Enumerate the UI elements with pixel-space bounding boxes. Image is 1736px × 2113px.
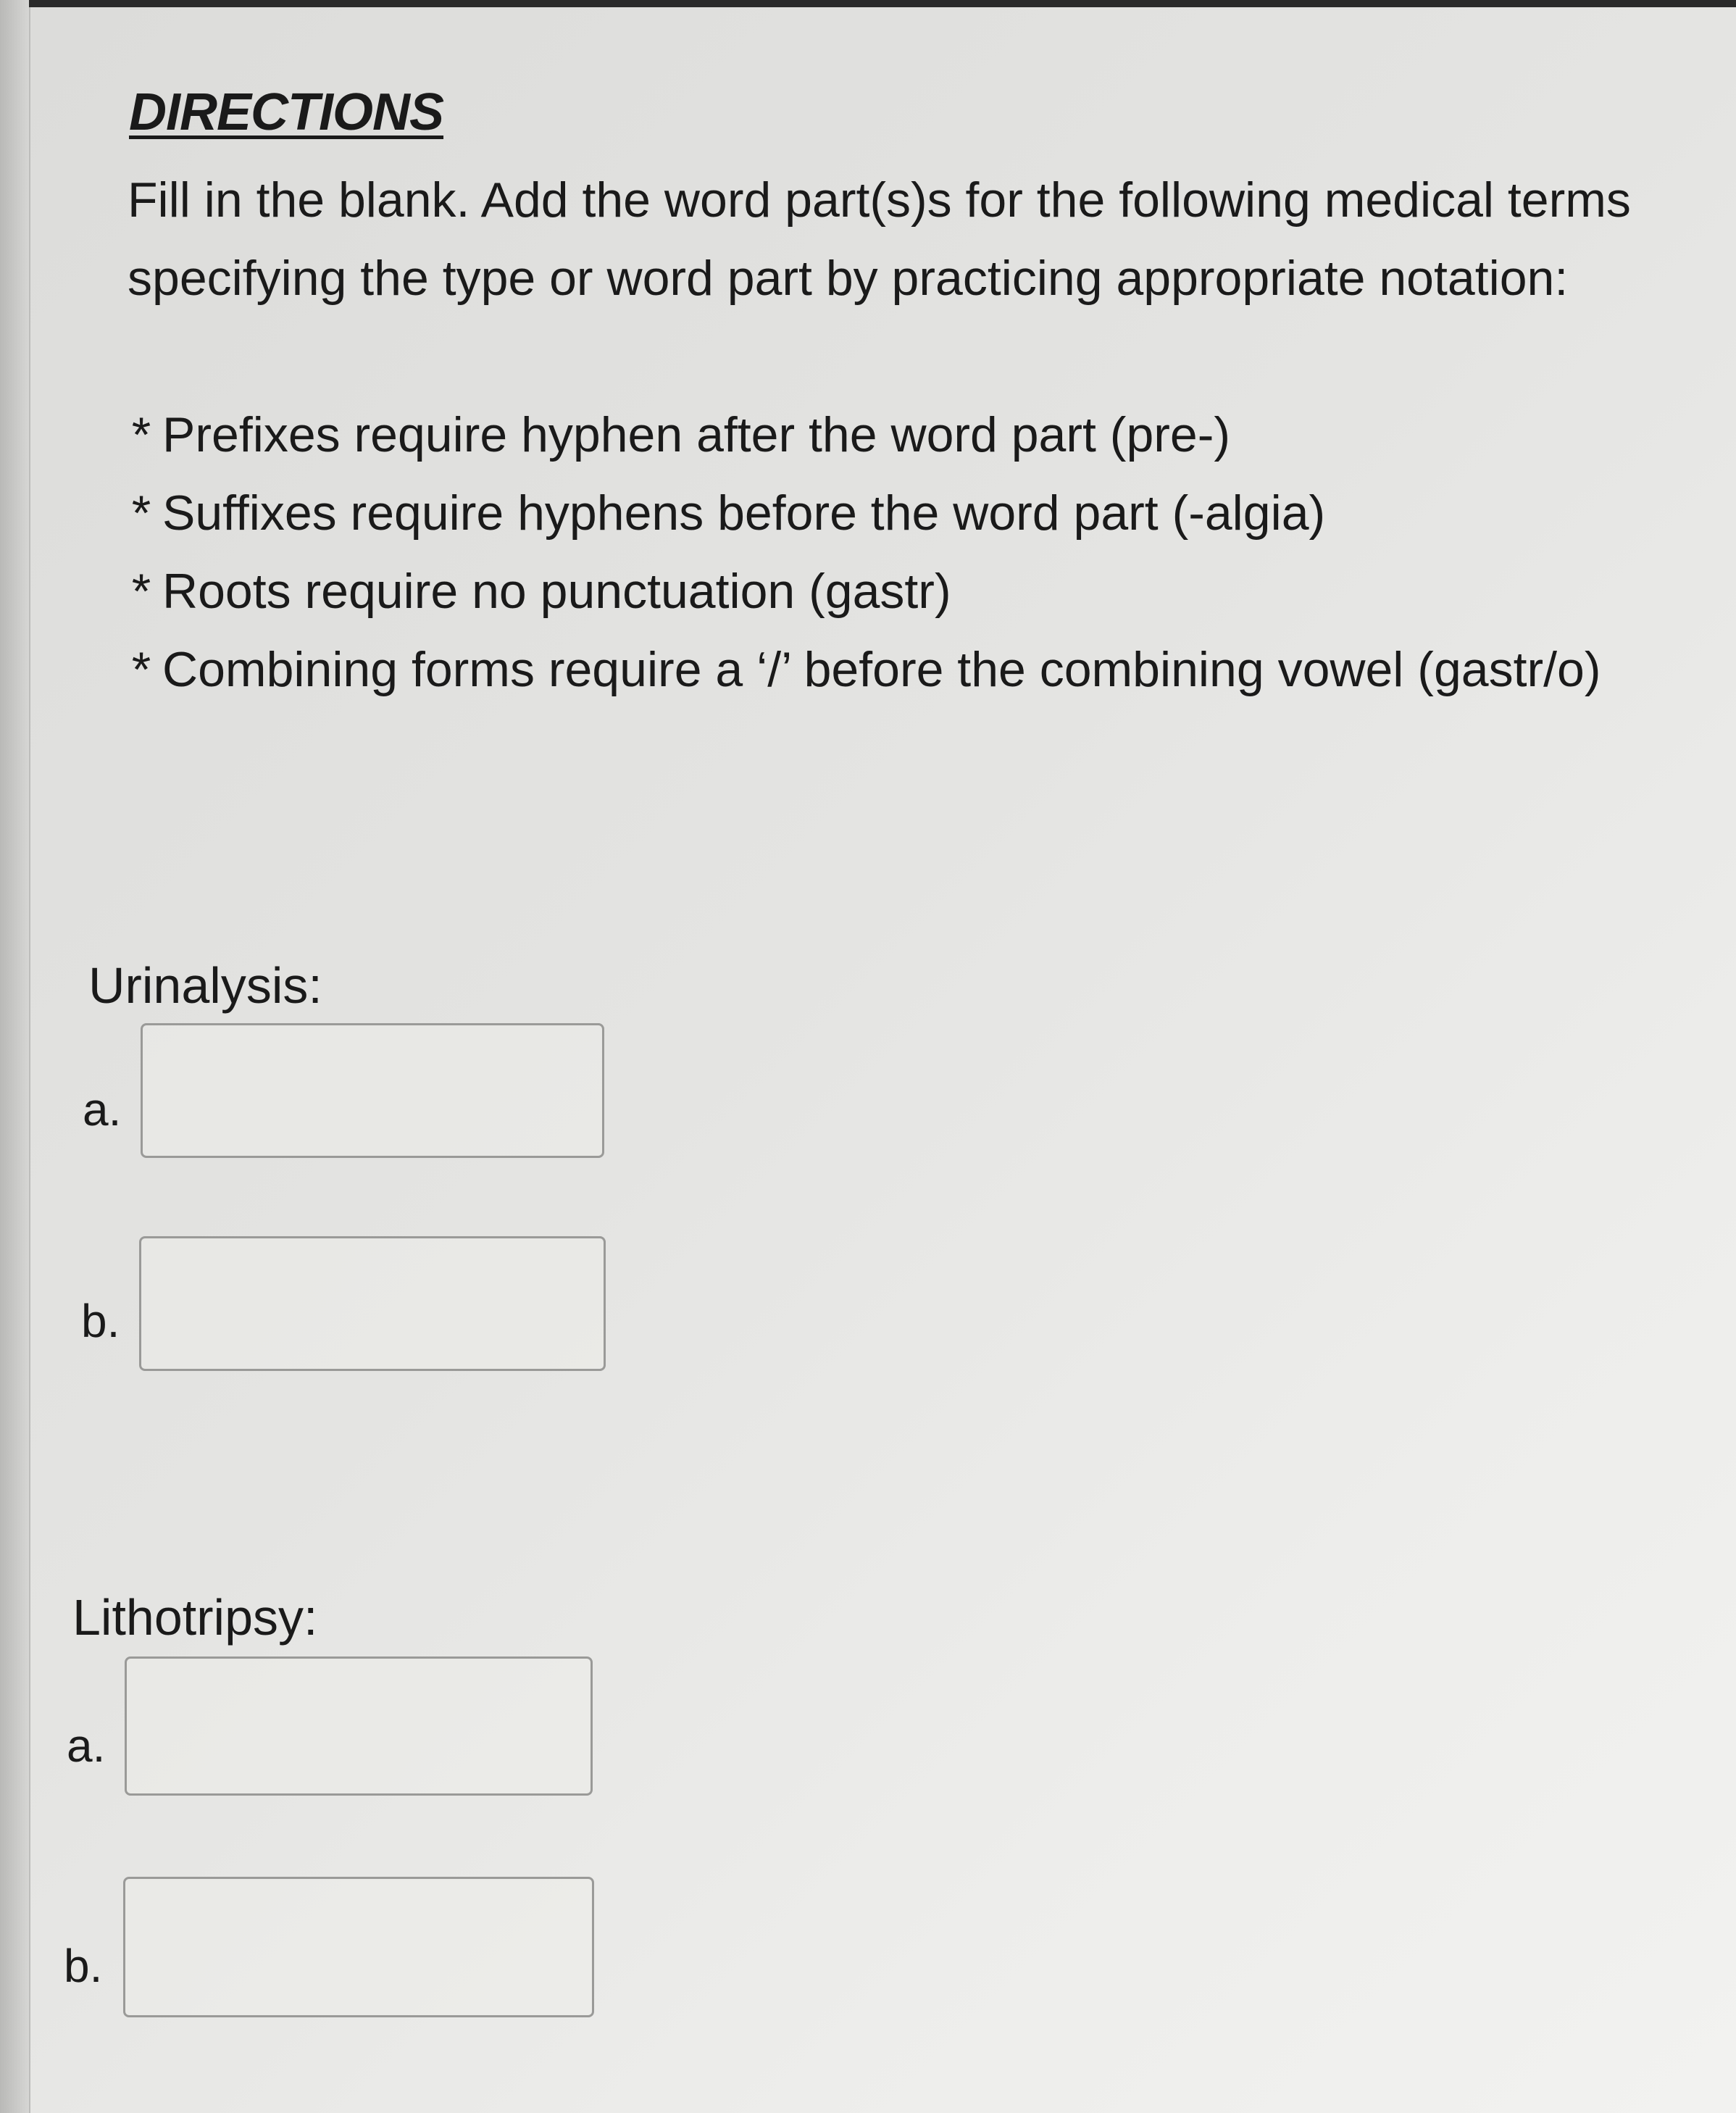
option-letter-a: a.: [67, 1720, 106, 1772]
rule-text: Combining forms require a ‘/’ before the combining vowel (gastr/o): [162, 642, 1601, 697]
directions-heading: DIRECTIONS: [129, 83, 444, 141]
urinalysis-answer-b-input[interactable]: [141, 1238, 604, 1369]
rule-suffixes: [120, 474, 1678, 552]
assignment-page: [29, 7, 1736, 2113]
notation-rules-list: [120, 396, 1678, 709]
asterisk-bullet: *: [131, 564, 151, 619]
rule-text: Prefixes require hyphen after the word part (pre-): [162, 407, 1231, 462]
question-term-lithotripsy: Lithotripsy:: [72, 1589, 318, 1646]
asterisk-bullet: *: [131, 485, 151, 541]
option-letter-a: a.: [83, 1083, 122, 1135]
option-letter-b: b.: [64, 1940, 103, 1992]
screen-top-edge: [0, 0, 1736, 7]
question-term-urinalysis: Urinalysis:: [88, 957, 322, 1014]
rule-combining-forms: [120, 630, 1678, 709]
lithotripsy-answer-b-input[interactable]: [125, 1879, 592, 2015]
urinalysis-answer-a-input[interactable]: [143, 1025, 602, 1156]
rule-prefixes: [120, 396, 1678, 474]
rule-text: Suffixes require hyphens before the word part (-algia): [162, 485, 1326, 541]
asterisk-bullet: *: [131, 407, 151, 462]
asterisk-bullet: *: [131, 642, 151, 697]
urinalysis-answer-b-box: [139, 1236, 606, 1371]
lithotripsy-answer-a-box: [125, 1656, 593, 1796]
rule-roots: [120, 552, 1678, 630]
option-letter-b: b.: [81, 1295, 120, 1347]
urinalysis-answer-a-box: [141, 1023, 604, 1158]
rule-text: Roots require no punctuation (gastr): [162, 564, 951, 619]
directions-text: Fill in the blank. Add the word part(s)s for the following medical terms specifying the type or word part by practicing appropriate notation:: [128, 172, 1631, 306]
lithotripsy-answer-a-input[interactable]: [127, 1659, 591, 1793]
screen-left-edge: [0, 0, 29, 2113]
lithotripsy-answer-b-box: [123, 1877, 594, 2017]
